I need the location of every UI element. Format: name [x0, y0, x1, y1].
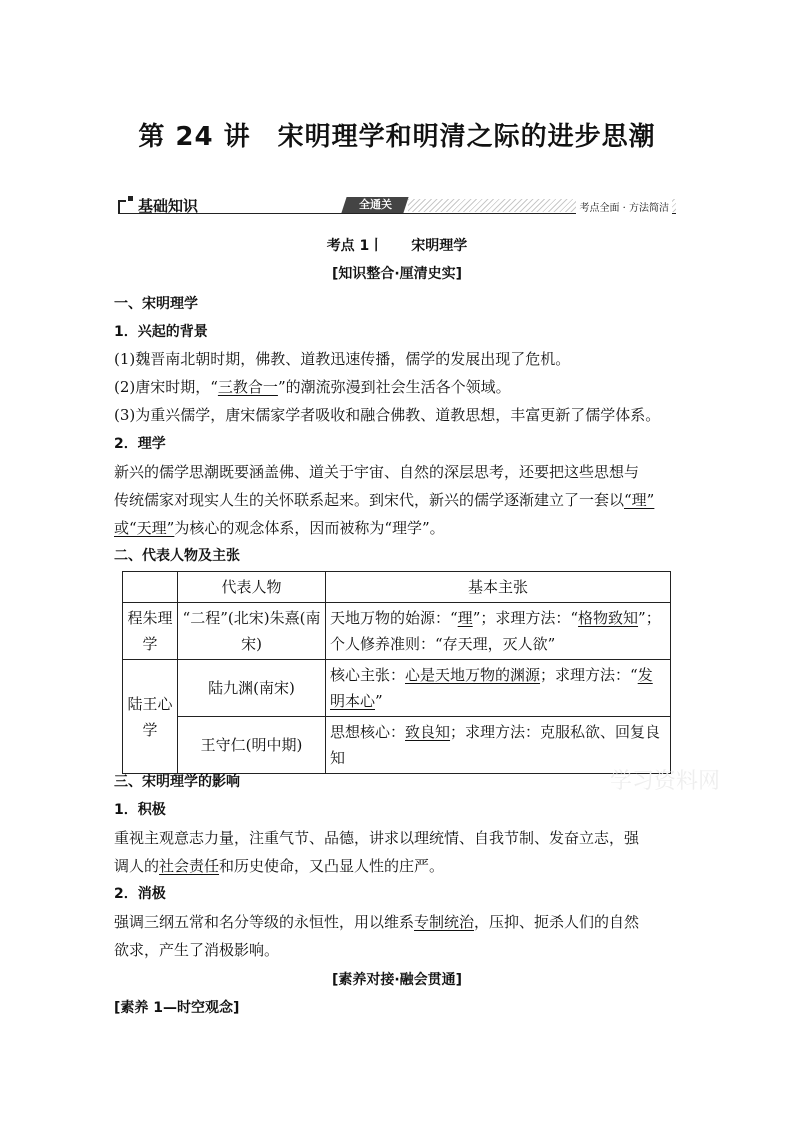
underlined-keyword: “理”	[624, 491, 655, 509]
paragraph: (3)为重兴儒学，唐宋儒家学者吸收和融合佛教、道教思想，丰富更新了儒学体系。	[114, 406, 661, 424]
section-heading-2: 二、代表人物及主张	[114, 548, 240, 564]
section-heading-3: 三、宋明理学的影响	[114, 774, 240, 790]
square-bullet-icon	[128, 196, 133, 201]
table-cell-person: 陆九渊(南宋)	[178, 660, 326, 717]
underlined-keyword: 格物致知	[578, 609, 639, 627]
paragraph: 重视主观意志力量，注重气节、品德，讲求以理统情、自我节制、发奋立志，强	[114, 829, 640, 847]
table-row	[123, 717, 671, 774]
table-row	[123, 660, 671, 717]
point-heading: 考点 1丨 宋明理学	[326, 238, 468, 254]
table-row	[123, 603, 671, 660]
table-cell-person: 王守仁(明中期)	[178, 717, 326, 774]
table-cell-person: “二程”(北宋)朱熹(南宋)	[178, 603, 326, 660]
sub-heading-literacy: [素养对接·融会贯通]	[331, 972, 463, 988]
table-cell-idea: 天地万物的始源：“理”；求理方法：“格物致知”；个人修养准则：“存天理，灭人欲”	[326, 603, 671, 660]
sub-heading-knowledge: [知识整合·厘清史实]	[331, 266, 463, 282]
underlined-keyword: 致良知	[405, 723, 451, 741]
underlined-keyword: 三教合一	[217, 378, 278, 396]
table-header-idea: 基本主张	[326, 572, 671, 603]
subsection-background: 1．兴起的背景	[114, 324, 208, 340]
section-banner	[118, 196, 676, 216]
underlined-keyword: 心是天地万物的渊源	[405, 666, 541, 684]
banner-tag	[341, 197, 408, 213]
banner-tag-label: 全通关	[358, 198, 392, 211]
underlined-keyword: 社会责任	[159, 857, 220, 875]
table-cell-school: 程朱理学	[123, 603, 178, 660]
paragraph: (2)唐宋时期，“三教合一”的潮流弥漫到社会生活各个领域。	[114, 378, 511, 396]
table-cell-school: 陆王心学	[123, 660, 178, 774]
paragraph: 欲求，产生了消极影响。	[114, 941, 280, 959]
banner-right-text: 考点全面 · 方法简洁	[576, 199, 672, 214]
table-cell-idea: 核心主张：心是天地万物的渊源；求理方法：“发明本心”	[326, 660, 671, 717]
table-cell-idea: 思想核心：致良知；求理方法：克服私欲、回复良知	[326, 717, 671, 774]
underlined-keyword: 理	[457, 609, 473, 627]
subsection-negative: 2．消极	[114, 886, 166, 902]
paragraph: 或“天理”为核心的观念体系，因而被称为“理学”。	[114, 519, 445, 537]
table-row	[123, 572, 671, 603]
table-cell-empty	[123, 572, 178, 603]
section-heading-1: 一、宋明理学	[114, 296, 198, 312]
representatives-table	[122, 571, 671, 774]
paragraph: (1)魏晋南北朝时期，佛教、道教迅速传播，儒学的发展出现了危机。	[114, 350, 571, 368]
page-title: 第 24 讲 宋明理学和明清之际的进步思潮	[138, 122, 656, 152]
paragraph: 强调三纲五常和名分等级的永恒性，用以维系专制统治，压抑、扼杀人们的自然	[114, 913, 640, 931]
underlined-keyword: 专制统治	[414, 913, 475, 931]
banner-section-label: 基础知识	[138, 197, 199, 215]
paragraph: 传统儒家对现实人生的关怀联系起来。到宋代，新兴的儒学逐渐建立了一套以“理”	[114, 491, 655, 509]
paragraph: 新兴的儒学思潮既要涵盖佛、道关于宇宙、自然的深层思考，还要把这些思想与	[114, 463, 640, 481]
watermark: 学习资料网	[610, 769, 721, 794]
underlined-keyword: 或“天理”	[114, 519, 175, 537]
table-header-person: 代表人物	[178, 572, 326, 603]
subsection-lixue: 2．理学	[114, 436, 166, 452]
subsection-positive: 1．积极	[114, 802, 166, 818]
paragraph: 调人的社会责任和历史使命，又凸显人性的庄严。	[114, 857, 445, 875]
underlined-keyword: 发明本心	[330, 666, 653, 710]
literacy-label: [素养 1—时空观念]	[114, 1000, 240, 1016]
corner-bracket-icon	[118, 200, 126, 213]
